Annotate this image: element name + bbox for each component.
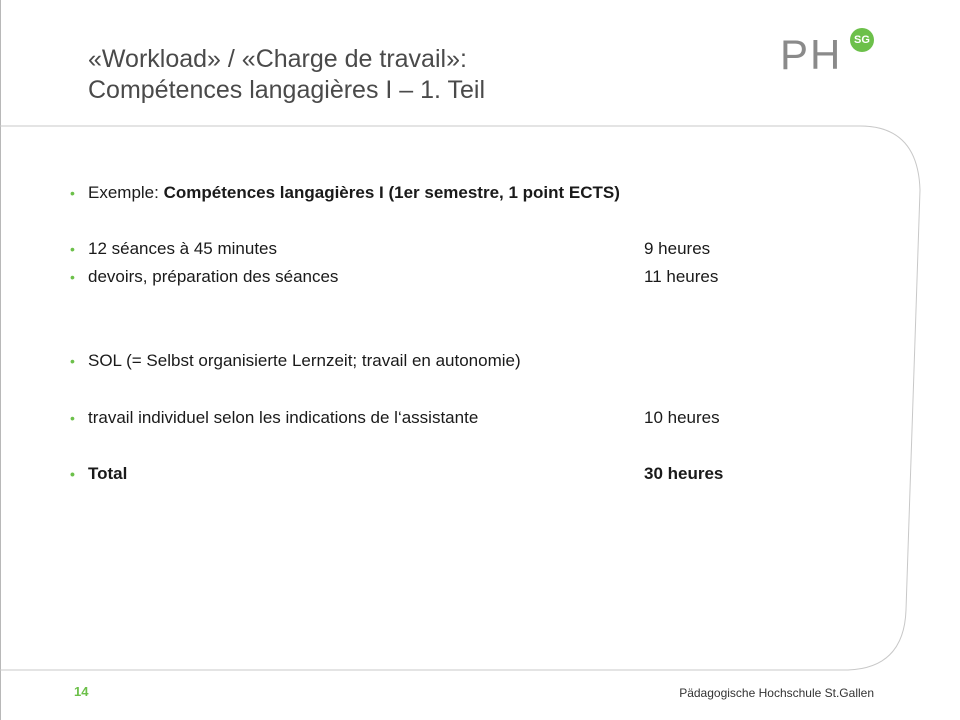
- logo-ph-text: PH: [780, 31, 843, 78]
- devoirs-label: devoirs, préparation des séances: [88, 267, 339, 286]
- bullet-dot-icon: •: [70, 241, 75, 257]
- bullet-dot-icon: •: [70, 353, 75, 369]
- title-line-1: «Workload» / «Charge de travail»:: [88, 45, 467, 73]
- seances-value: 9 heures: [644, 239, 711, 258]
- title-line-2: Compétences langagières I – 1. Teil: [88, 76, 485, 104]
- devoirs-value: 11 heures: [644, 267, 719, 286]
- total-label: Total: [88, 464, 128, 483]
- footer-institution: Pädagogische Hochschule St.Gallen: [679, 686, 874, 700]
- example-prefix: Exemple:: [88, 183, 164, 202]
- bullet-dot-icon: •: [70, 410, 75, 426]
- sol-label: SOL (= Selbst organisierte Lernzeit; travail en autonomie): [88, 351, 521, 370]
- bullet-dot-icon: •: [70, 269, 75, 285]
- travail-label: travail individuel selon les indications de l‘assistante: [88, 408, 479, 427]
- total-value: 30 heures: [644, 464, 724, 483]
- left-border: [0, 0, 1, 720]
- slide-title: [88, 44, 485, 106]
- bullet-dot-icon: •: [70, 185, 75, 201]
- seances-label: 12 séances à 45 minutes: [88, 239, 278, 258]
- bullet-dot-icon: •: [70, 466, 75, 482]
- logo-sg-badge: SG: [850, 28, 874, 52]
- example-course: Compétences langagières I (1er semestre, 1 point ECTS): [163, 183, 620, 202]
- page-number: 14: [74, 684, 89, 699]
- travail-value: 10 heures: [644, 408, 720, 427]
- ph-sg-logo: [780, 28, 890, 76]
